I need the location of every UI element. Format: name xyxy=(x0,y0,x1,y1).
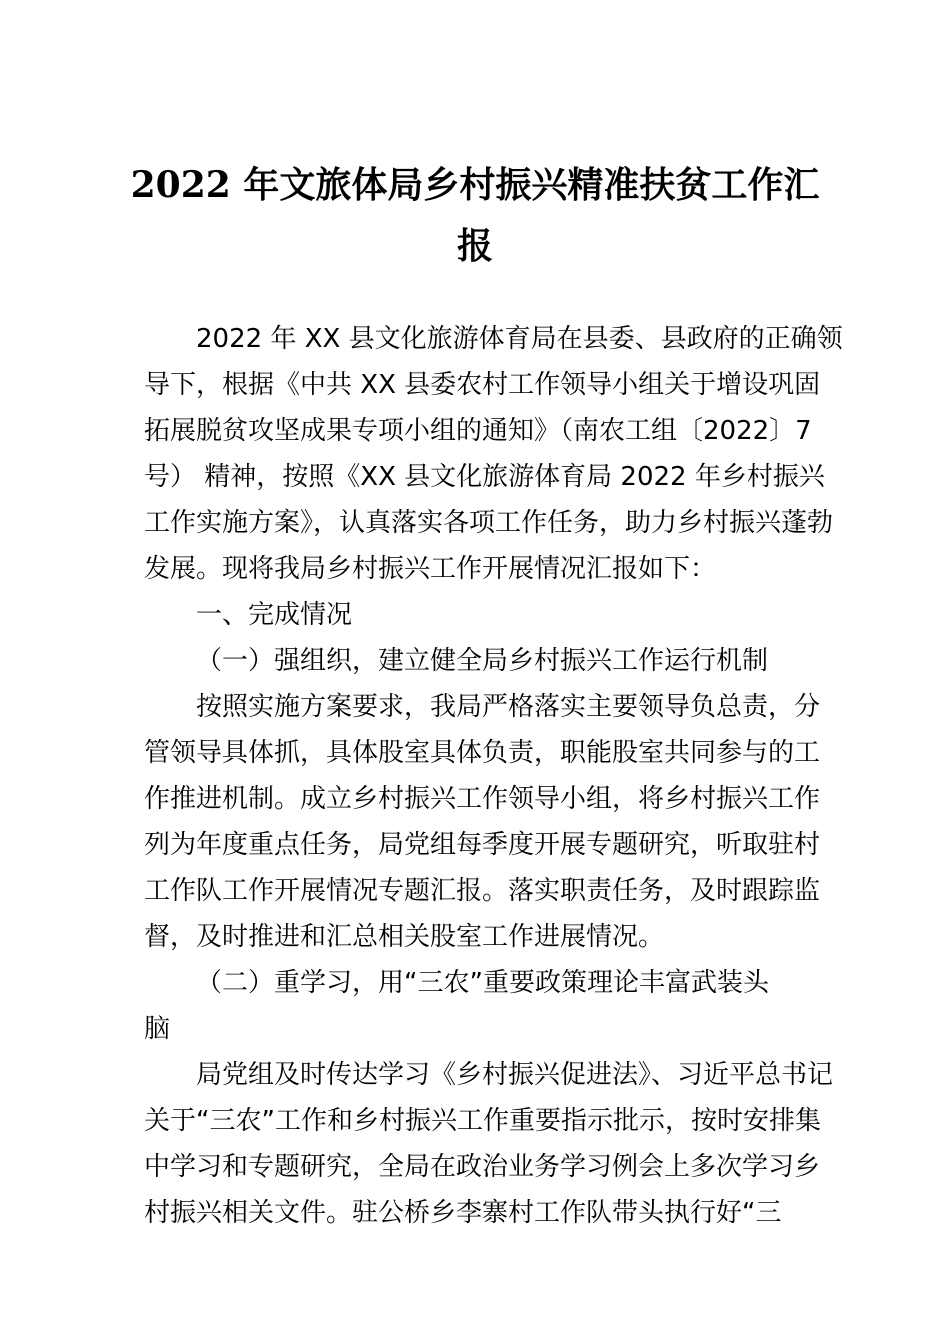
paragraph-line: 列为年度重点任务，局党组每季度开展专题研究，听取驻村 xyxy=(144,830,821,860)
paragraph-line: 督，及时推进和汇总相关股室工作进展情况。 xyxy=(144,922,665,952)
paragraph-line: 号） 精神，按照《XX 县文化旅游体育局 2022 年乡村振兴 xyxy=(144,462,825,492)
paragraph-line: 中学习和专题研究，全局在政治业务学习例会上多次学习乡 xyxy=(144,1152,821,1182)
paragraph-line: 导下，根据《中共 XX 县委农村工作领导小组关于增设巩固 xyxy=(144,370,821,400)
subsection-heading: （二）重学习，用“三农”重要政策理论丰富武装头 xyxy=(196,968,769,998)
paragraph-line: 管领导具体抓，具体股室具体负责，职能股室共同参与的工 xyxy=(144,738,821,768)
paragraph-line: 局党组及时传达学习《乡村振兴促进法》、习近平总书记 xyxy=(196,1060,834,1090)
document-title-line-2: 报 xyxy=(456,225,493,267)
subsection-heading: （一）强组织，建立健全局乡村振兴工作运行机制 xyxy=(196,646,769,676)
paragraph-line: 工作实施方案》，认真落实各项工作任务，助力乡村振兴蓬勃 xyxy=(144,508,834,538)
paragraph-line: 村振兴相关文件。驻公桥乡李寨村工作队带头执行好“三 xyxy=(144,1198,782,1228)
paragraph-line: 拓展脱贫攻坚成果专项小组的通知》（南农工组〔2022〕7 xyxy=(144,416,812,446)
paragraph-line: 2022 年 XX 县文化旅游体育局在县委、县政府的正确领 xyxy=(196,324,843,354)
paragraph-line: 发展。现将我局乡村振兴工作开展情况汇报如下： xyxy=(144,554,717,584)
paragraph-line: 按照实施方案要求，我局严格落实主要领导负总责，分 xyxy=(196,692,821,722)
paragraph-line: 关于“三农”工作和乡村振兴工作重要指示批示，按时安排集 xyxy=(144,1106,821,1136)
document-title-line-1: 2022 年文旅体局乡村振兴精准扶贫工作汇 xyxy=(130,164,820,206)
section-heading: 一、完成情况 xyxy=(196,600,353,630)
paragraph-line: 作推进机制。成立乡村振兴工作领导小组，将乡村振兴工作 xyxy=(144,784,821,814)
paragraph-line: 工作队工作开展情况专题汇报。落实职责任务，及时跟踪监 xyxy=(144,876,821,906)
subsection-heading-continuation: 脑 xyxy=(144,1014,171,1044)
